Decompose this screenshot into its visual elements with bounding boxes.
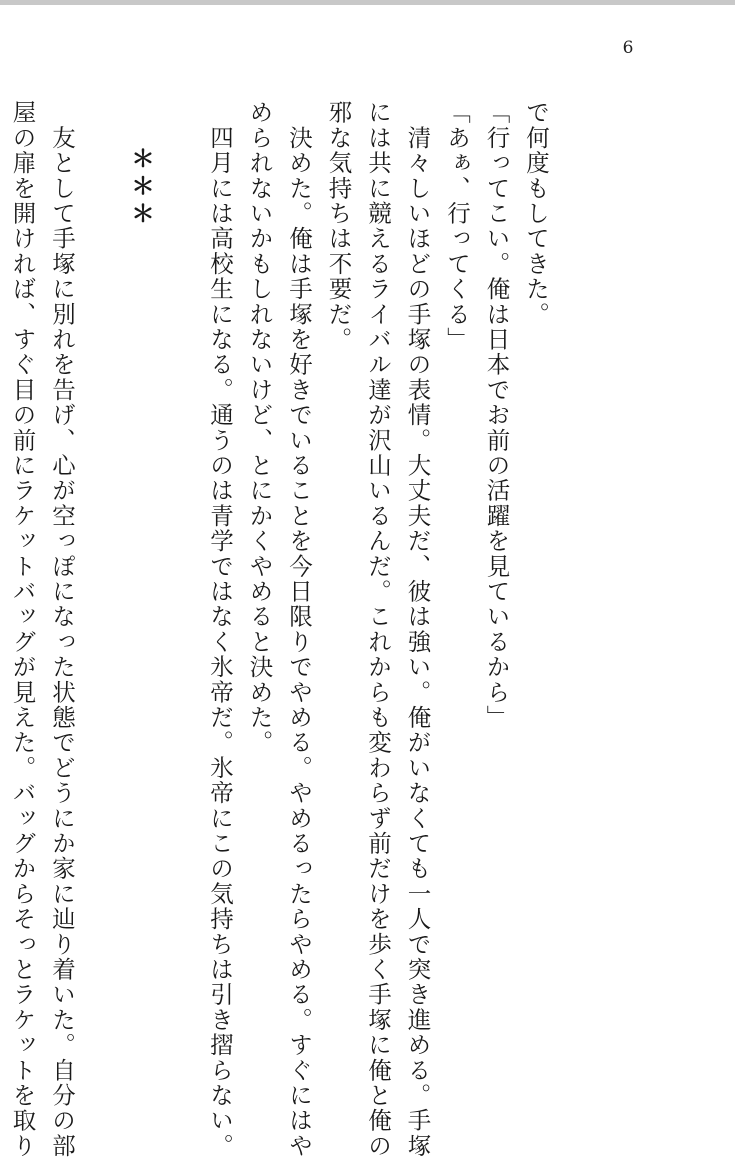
text-line: 邪な気持ちは不要だ。 xyxy=(324,100,353,352)
text-line: 四月には高校生になる。通うのは青学ではなく氷帝だ。氷帝にこの気持ちは引き摺らない。 xyxy=(206,100,234,1158)
page-number: 6 xyxy=(622,38,634,58)
top-border xyxy=(0,0,735,5)
text-line xyxy=(0,100,2,960)
text-line: 清々しいほどの手塚の表情。大丈夫だ、彼は強い。俺がいなくても一人で突き進める。手塚 xyxy=(403,100,432,1158)
text-line: 屋の扉を開ければ、すぐ目の前にラケットバッグが見えた。バッグからそっとラケットを取り xyxy=(8,100,37,1158)
text-line: 「あぁ、行ってくる」 xyxy=(443,100,471,352)
vertical-text-body xyxy=(8,100,555,1158)
text-line: 友として手塚に別れを告げ、心が空っぽになった状態でどうにか家に辿り着いた。自分の部 xyxy=(48,100,76,1158)
text-line: 決めた。俺は手塚を好きでいることを今日限りでやめる。やめるったらやめる。すぐにはや xyxy=(285,100,313,1158)
text-line: には共に競えるライバル達が沢山いるんだ。これからも変わらず前だけを歩く手塚に俺と俺の xyxy=(364,100,392,1158)
text-line: で何度もしてきた。 xyxy=(522,100,550,327)
text-line: 「行ってこい。俺は日本でお前の活躍を見ているから」 xyxy=(482,100,511,730)
scene-separator: ＊＊＊ xyxy=(127,146,155,229)
blank-line xyxy=(160,100,200,960)
text-line: められないかもしれないけど、とにかくやめると決めた。 xyxy=(245,100,274,756)
blank-line xyxy=(81,100,121,960)
